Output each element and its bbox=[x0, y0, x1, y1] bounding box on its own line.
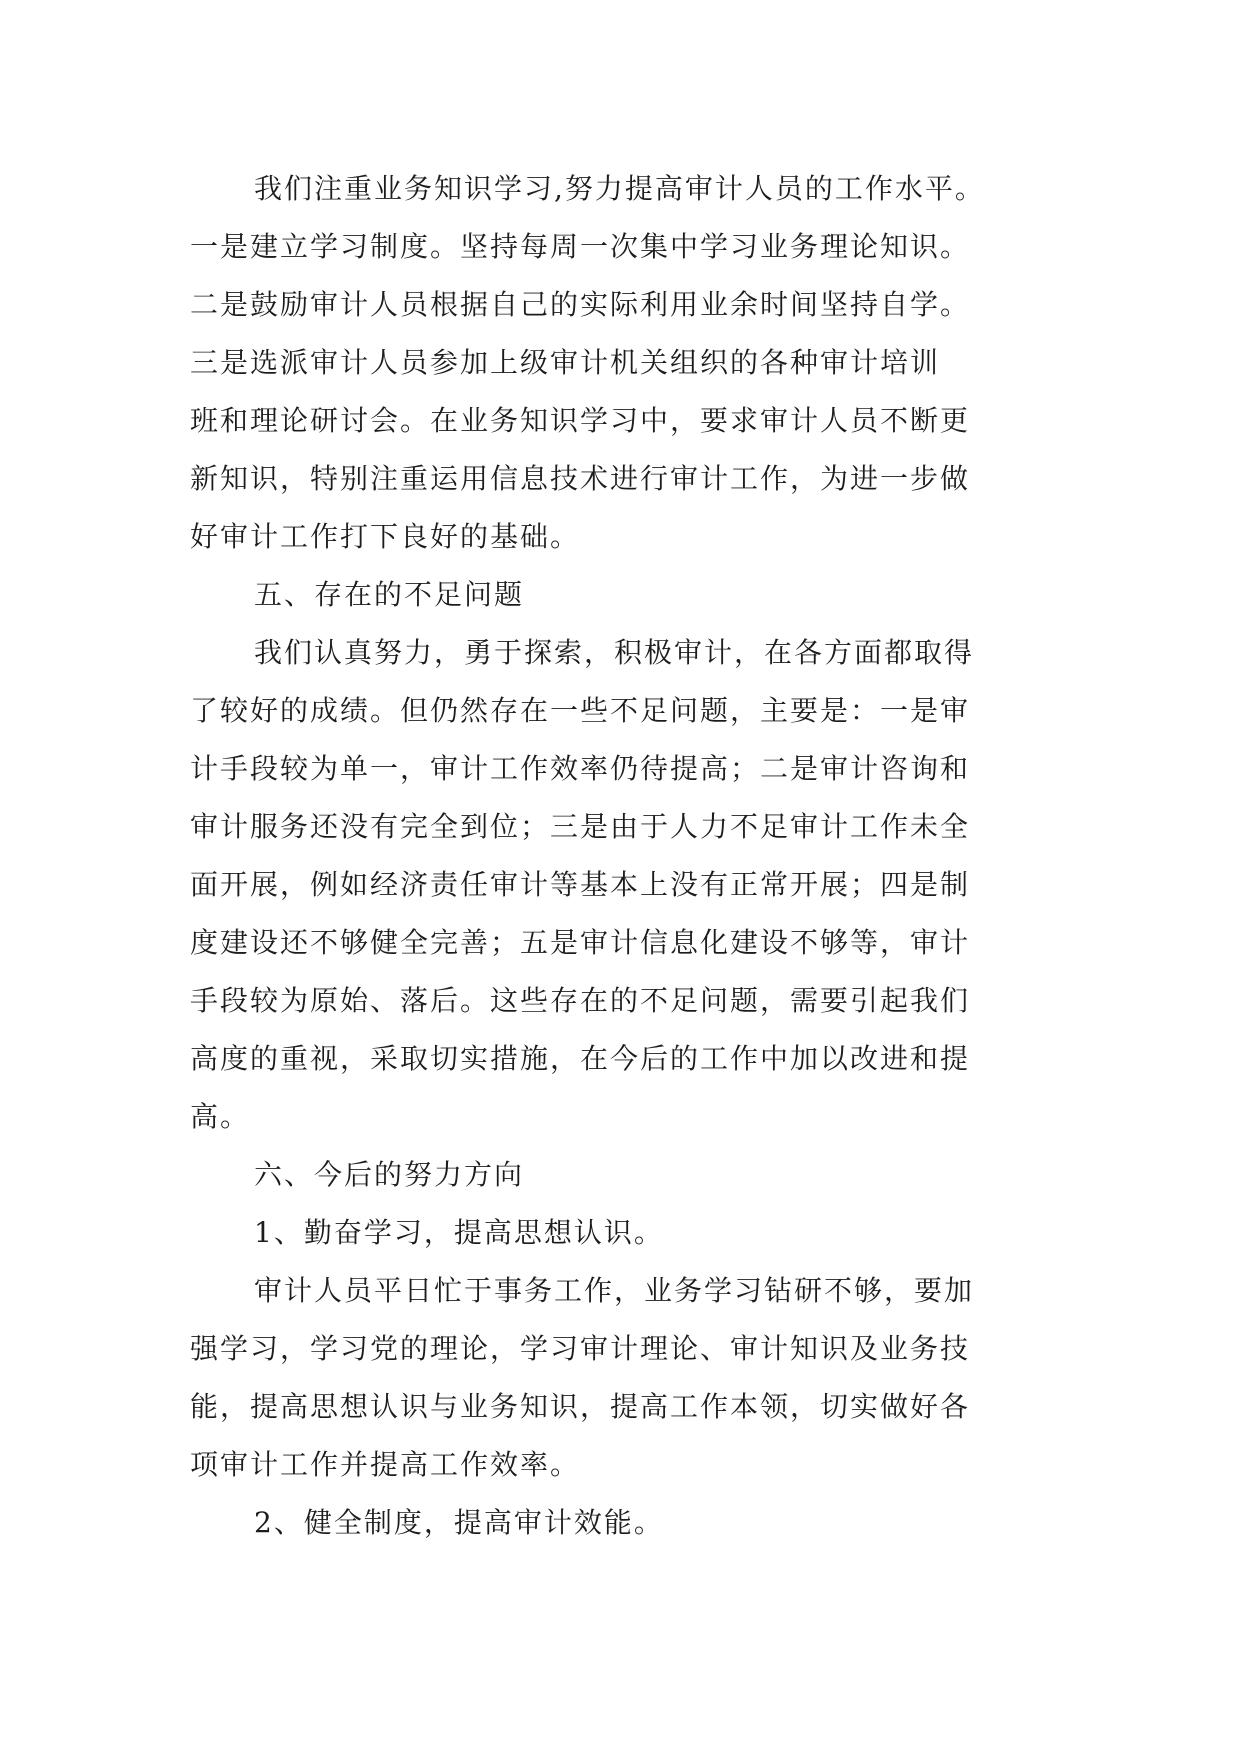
text-line: 三是选派审计人员参加上级审计机关组织的各种审计培训 bbox=[190, 346, 941, 379]
text-line: 二是鼓励审计人员根据自己的实际利用业余时间坚持自学。 bbox=[190, 288, 971, 321]
text-line: 了较好的成绩。但仍然存在一些不足问题，主要是：一是审 bbox=[190, 694, 971, 727]
section-heading: 六、今后的努力方向 bbox=[254, 1158, 525, 1191]
text-line: 审计服务还没有完全到位；三是由于人力不足审计工作未全 bbox=[190, 810, 971, 843]
text-line: 手段较为原始、落后。这些存在的不足问题，需要引起我们 bbox=[190, 984, 971, 1017]
section-heading: 五、存在的不足问题 bbox=[254, 578, 525, 611]
text-line: 计手段较为单一，审计工作效率仍待提高；二是审计咨询和 bbox=[190, 752, 971, 785]
text-line: 度建设还不够健全完善；五是审计信息化建设不够等，审计 bbox=[190, 926, 971, 959]
subsection-heading: 1、勤奋学习，提高思想认识。 bbox=[254, 1216, 664, 1249]
text-line: 高度的重视，采取切实措施，在今后的工作中加以改进和提 bbox=[190, 1042, 971, 1075]
text-line: 面开展，例如经济责任审计等基本上没有正常开展；四是制 bbox=[190, 868, 971, 901]
text-line: 审计人员平日忙于事务工作，业务学习钻研不够，要加 bbox=[254, 1274, 975, 1307]
text-line: 我们注重业务知识学习,努力提高审计人员的工作水平。 bbox=[254, 172, 985, 205]
text-line: 我们认真努力，勇于探索，积极审计，在各方面都取得 bbox=[254, 636, 975, 669]
text-line: 高。 bbox=[190, 1100, 251, 1133]
text-line: 班和理论研讨会。在业务知识学习中，要求审计人员不断更 bbox=[190, 404, 971, 437]
text-line: 能，提高思想认识与业务知识，提高工作本领，切实做好各 bbox=[190, 1390, 971, 1423]
text-line: 强学习，学习党的理论，学习审计理论、审计知识及业务技 bbox=[190, 1332, 971, 1365]
subsection-heading: 2、健全制度，提高审计效能。 bbox=[254, 1506, 664, 1539]
text-line: 项审计工作并提高工作效率。 bbox=[190, 1448, 581, 1481]
text-line: 好审计工作打下良好的基础。 bbox=[190, 520, 581, 553]
text-line: 新知识，特别注重运用信息技术进行审计工作，为进一步做 bbox=[190, 462, 971, 495]
text-line: 一是建立学习制度。坚持每周一次集中学习业务理论知识。 bbox=[190, 230, 971, 263]
document-body bbox=[190, 160, 1090, 1552]
